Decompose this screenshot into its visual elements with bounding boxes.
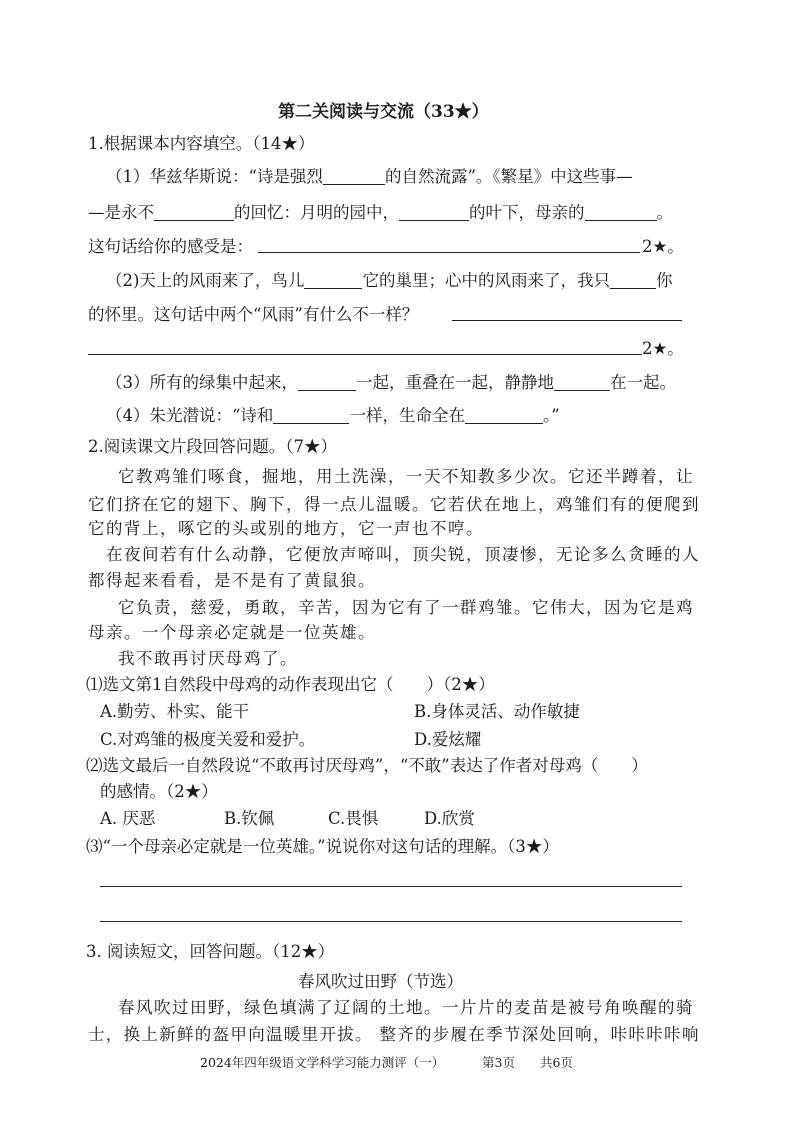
passage-line: 母亲。一个母亲必定就是一位英雄。 [88, 623, 376, 642]
answer-blank[interactable] [585, 204, 657, 221]
answer-line[interactable] [100, 886, 682, 887]
q1-item-2-text-c: 你 [655, 271, 673, 290]
answer-line[interactable] [258, 252, 640, 253]
answer-blank[interactable] [154, 204, 234, 221]
option-c[interactable]: C.畏惧 [328, 809, 379, 828]
q1-item-1-line-3 [88, 236, 253, 258]
answer-blank[interactable] [465, 407, 543, 424]
option-b[interactable]: B.身体灵活、动作敏捷 [414, 702, 580, 721]
passage-line: 士，换上新鲜的盔甲向温暖里开拔。 整齐的步履在季节深处回响，咔咔咔咔响 [88, 1025, 700, 1044]
passage-title: 春风吹过田野（节选） [298, 972, 463, 991]
q1-item-1-line-1 [106, 166, 633, 188]
passage-line: 它负责，慈爱，勇敢，辛苦，因为它有了一群鸡雏。它伟大，因为它是鸡 [118, 598, 694, 617]
passage-line: 都得起来看看，是不是有了黄鼠狼。 [88, 571, 376, 590]
q1-item-1-text-d: 的回忆：月明的园中， [234, 203, 399, 222]
q1-item-4-text-b: 一样，生命全在 [349, 406, 465, 425]
q1-item-1-text-a: （1）华兹华斯说：“诗是强烈 [106, 167, 323, 186]
passage-line: 我不敢再讨厌母鸡了。 [118, 649, 298, 668]
q1-item-2-line-2 [88, 304, 418, 326]
footer-page-number: 第3页 [482, 1055, 515, 1070]
q2-sub2-line-2: 的感情。（2★） [100, 782, 218, 801]
q1-item-3 [106, 372, 676, 394]
q1-item-2-text-d: 的怀里。这句话中两个“风雨”有什么不一样？ [88, 305, 419, 324]
q1-item-2-line-1 [106, 270, 672, 292]
q2-sub3: ⑶“一个母亲必定就是一位英雄。”说说你对这句话的理解。（3★） [86, 837, 559, 856]
option-b[interactable]: B.钦佩 [224, 809, 275, 828]
answer-blank[interactable] [554, 374, 610, 391]
passage-line: 它们挤在它的翅下、胸下，得一点儿温暖。它若伏在地上，鸡雏们有的便爬到 [88, 495, 700, 514]
q1-item-3-text-c: 在一起。 [610, 373, 676, 392]
option-d[interactable]: D.欣赏 [424, 809, 475, 828]
answer-blank[interactable] [304, 272, 362, 289]
passage-line: 春风吹过田野，绿色填满了辽阔的土地。一片片的麦苗是被号角唤醒的骑 [118, 998, 694, 1017]
footer-total-pages: 共6页 [540, 1055, 573, 1070]
q1-item-4-text-a: （4）朱光潜说：“诗和 [106, 406, 274, 425]
q3-title: 3. 阅读短文，回答问题。（12★） [86, 942, 335, 961]
q1-item-3-text-b: 一起，重叠在一起，静静地 [356, 373, 554, 392]
answer-line[interactable] [88, 354, 642, 355]
passage-line: 它教鸡雏们啄食，掘地，用土洗澡，一天不知教多少次。它还半蹲着，让 [118, 467, 694, 486]
passage-line: 在夜间若有什么动静，它便放声啼叫，顶尖锐，顶凄惨，无论多么贪睡的人 [106, 545, 700, 564]
option-a[interactable]: A. 厌恶 [100, 809, 156, 828]
option-a[interactable]: A.勤劳、朴实、能干 [100, 702, 250, 721]
q1-item-2-text-b: 它的巢里；心中的风雨来了，我只 [362, 271, 610, 290]
answer-blank[interactable] [298, 374, 356, 391]
answer-blank[interactable] [273, 407, 349, 424]
q1-item-1-score: 2★。 [642, 237, 684, 256]
q1-item-1-text-e: 的叶下，母亲的 [469, 203, 585, 222]
q2-title: 2.阅读课文片段回答问题。（7★） [88, 437, 337, 456]
q2-sub2-line-1: ⑵选文最后一自然段说“不敢再讨厌母鸡”，“不敢”表达了作者对母鸡（ ） [86, 756, 648, 775]
q1-item-3-text-a: （3）所有的绿集中起来， [106, 373, 298, 392]
passage-line: 它的背上，啄它的头或别的地方，它一声也不哼。 [88, 519, 484, 538]
q1-item-1-text-c: —是永不 [88, 203, 154, 222]
q2-sub1: ⑴选文第1自然段中母鸡的动作表现出它（ ）（2★） [86, 675, 495, 694]
option-d[interactable]: D.爱炫耀 [414, 730, 482, 749]
answer-blank[interactable] [399, 204, 469, 221]
answer-line[interactable] [452, 320, 682, 321]
q1-item-1-text-f: 。 [656, 203, 673, 222]
answer-blank[interactable] [610, 272, 656, 289]
q1-item-1-line-2 [88, 202, 673, 224]
answer-blank[interactable] [323, 168, 385, 185]
q1-item-1-text-b: 的自然流露”。《繁星》中这些事— [384, 167, 633, 186]
q1-item-4 [106, 405, 560, 427]
option-c[interactable]: C.对鸡雏的极度关爱和爱护。 [100, 730, 316, 749]
q1-item-2-text-a: （2)天上的风雨来了，鸟儿 [106, 271, 305, 290]
q1-title: 1.根据课本内容填空。（14★） [88, 134, 315, 153]
q1-item-2-score: 2★。 [642, 339, 684, 358]
q1-item-4-text-c: 。” [542, 406, 560, 425]
q1-item-1-text-g: 这句话给你的感受是： [88, 237, 253, 256]
section-title: 第二关阅读与交流（33★） [278, 102, 489, 122]
answer-line[interactable] [100, 921, 682, 922]
footer-exam-name: 2024年四年级语文学科学习能力测评（一） [200, 1055, 445, 1070]
